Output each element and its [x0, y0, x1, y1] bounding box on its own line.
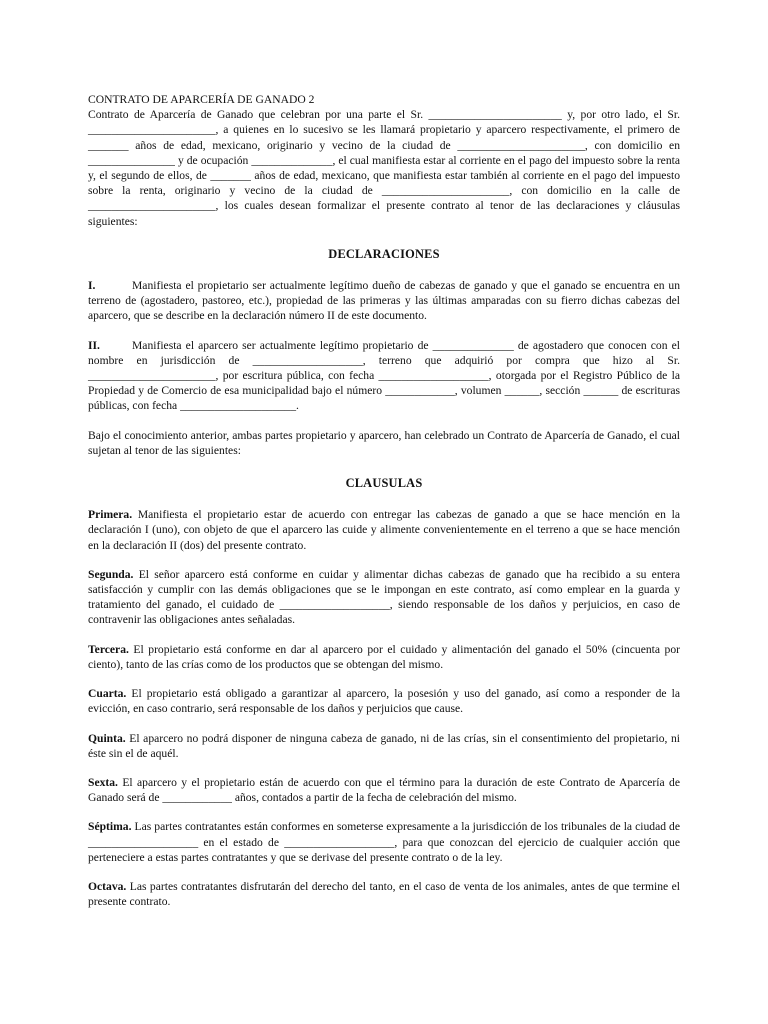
clausula-label: Octava. [88, 879, 127, 893]
clausula-text: El aparcero no podrá disponer de ninguna cabeza de ganado, ni de las crías, sin el consentimiento del propietario, ni éste sin el de aquél. [88, 731, 680, 760]
declaracion-number: II. [88, 338, 100, 352]
declaraciones-heading: DECLARACIONES [328, 246, 440, 261]
clausula-octava [88, 879, 680, 909]
clausula-quinta [88, 731, 680, 761]
bajo-paragraph: Bajo el conocimiento anterior, ambas partes propietario y aparcero, han celebrado un Contrato de Aparcería de Ganado, el cual sujetan al tenor de las siguientes: [88, 428, 680, 457]
clausula-text: El propietario está conforme en dar al aparcero por el cuidado y alimentación del ganado el 50% (cincuenta por ciento), tanto de las crías como de los productos que se obtengan del mismo. [88, 642, 680, 671]
clausula-text: Manifiesta el propietario estar de acuerdo con entregar las cabezas de ganado a que se hace mención en la declaración I (uno), con objeto de que el aparcero las cuide y alimente convenientemente en el terreno a que se hace mención en la declaración II (dos) del presente contrato. [88, 508, 680, 552]
clausula-label: Quinta. [88, 731, 126, 745]
clausula-primera [88, 507, 680, 553]
clausula-label: Sexta. [88, 775, 118, 789]
clausula-septima [88, 819, 680, 865]
clausula-label: Segunda. [88, 567, 134, 581]
clausula-sexta [88, 775, 680, 805]
clausula-label: Primera. [88, 508, 133, 522]
clausula-text: El propietario está obligado a garantizar al aparcero, la posesión y uso del ganado, así como a responder de la evicción, en caso contrario, será responsable de los daños y perjuicios que cause. [88, 687, 680, 716]
declaracion-number: I. [88, 279, 96, 293]
clausula-cuarta [88, 686, 680, 716]
clausula-label: Séptima. [88, 820, 132, 834]
clausula-segunda [88, 567, 680, 628]
declaracion-text: Manifiesta el propietario ser actualmente legítimo dueño de cabezas de ganado y que el ganado se encuentra en un terreno de (agostadero, pastoreo, etc.), propiedad de las primeras y las últimas amparadas con su fierro dichas cabezas del aparcero, que se describe en la declaración número II de este documento. [88, 279, 680, 323]
declaracion-1 [88, 278, 680, 324]
intro-paragraph: Contrato de Aparcería de Ganado que celebran por una parte el Sr. _______________________ y, por otro lado, el Sr. ______________________, a quienes en lo sucesivo se les llamará propietario y aparcero respectivamente, el primero de _______ años de edad, mexicano, originario y vecino de la ciudad de ______________________, con domicilio en _______________ y de ocupación ______________, el cual manifiesta estar al corriente en el pago del impuesto sobre la renta y, el segundo de ellos, de _______ años de edad, mexicano, que manifiesta estar también al corriente en el pago del impuesto sobre la renta, originario y vecino de la ciudad de ______________________, con domicilio en la calle de ______________________, los cuales desean formalizar el presente contrato al tenor de las declaraciones y cláusulas siguientes: [88, 108, 680, 228]
clausula-text: El señor aparcero está conforme en cuidar y alimentar dichas cabezas de ganado que ha recibido a su entera satisfacción y cumplir con las demás obligaciones que se le impongan en este contrato, así como emplear en la guarda y tratamiento del ganado, el cuidado de ___________________, siendo responsable de los daños y perjuicios, en caso de contravenir las obligaciones antes señaladas. [88, 567, 680, 627]
clausula-label: Tercera. [88, 642, 129, 656]
clausula-label: Cuarta. [88, 687, 127, 701]
clausula-text: Las partes contratantes disfrutarán del derecho del tanto, en el caso de venta de los animales, antes de que termine el presente contrato. [88, 879, 680, 909]
clausula-text: Las partes contratantes están conformes en someterse expresamente a la jurisdicción de los tribunales de la ciudad de ___________________ en el estado de ___________________, para que conozcan del ejercicio de cualquier acción que perteneciere a estas partes contratantes y que se derivase del presente contrato o de la ley. [88, 820, 680, 864]
declaracion-2 [88, 338, 680, 414]
document-title: CONTRATO DE APARCERÍA DE GANADO 2 [88, 93, 315, 106]
declaracion-text: Manifiesta el aparcero ser actualmente legítimo propietario de ______________ de agostadero que conocen con el nombre en jurisdicción de ___________________, terreno que adquirió por compra que hizo al Sr. ______________________, por escritura pública, con fecha ___________________, otorgada por el Registro Público de la Propiedad y de Comercio de esa municipalidad bajo el número ____________, volumen ______, sección ______ de escrituras públicas, con fecha ____________________. [88, 338, 680, 413]
clausulas-heading: CLAUSULAS [345, 476, 423, 491]
clausula-text: El aparcero y el propietario están de acuerdo con que el término para la duración de este Contrato de Aparcería de Ganado será de ____________ años, contados a partir de la fecha de celebración del mismo. [88, 775, 680, 805]
clausula-tercera [88, 642, 680, 672]
